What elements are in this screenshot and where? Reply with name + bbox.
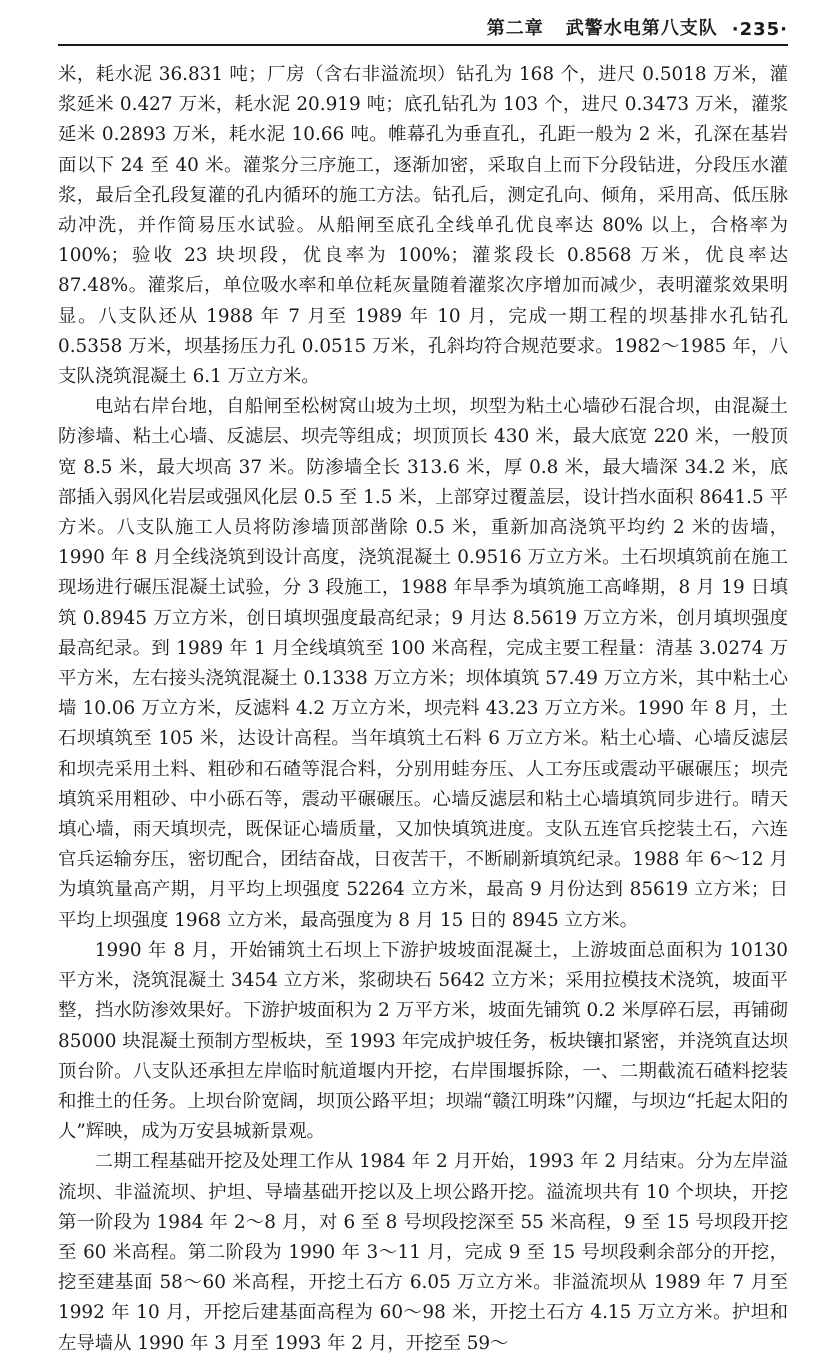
page-number: ·235·: [731, 19, 788, 40]
paragraph-3: 1990 年 8 月，开始铺筑土石坝上下游护坡坡面混凝土，上游坡面总面积为 10130 平方米，浇筑混凝土 3454 立方米，浆砌块石 5642 立方米；采用拉模技术浇筑，坡面平整，挡水防渗效果好。下游护坡面积为 2 万平方米，坡面先铺筑 0.2 米厚碎石层，再铺砌 85000 块混凝土预制方型板块，至 1993 年完成护坡任务，板块镶扣紧密，并浇筑直达坝顶台阶。八支队还承担左岸临时航道堰内开挖，右岸围堰拆除，一、二期截流石碴料挖装和推土的任务。上坝台阶宽阔，坝顶公路平坦；坝端“赣江明珠”闪耀，与坝边“托起太阳的人”辉映，成为万安县城新景观。: [58, 939, 788, 1143]
page-body: [58, 60, 788, 1359]
section-title: 武警水电第八支队: [565, 18, 718, 39]
chapter-label: 第二章: [486, 18, 544, 39]
paragraph-2: 电站右岸台地，自船闸至松树窝山坡为土坝，坝型为粘土心墙砂石混合坝，由混凝土防渗墙、粘土心墙、反滤层、坝壳等组成；坝顶顶长 430 米，最大底宽 220 米，一般顶宽 8.5 米，最大坝高 37 米。防渗墙全长 313.6 米，厚 0.8 米，最大墙深 34.2 米，底部插入弱风化岩层或强风化层 0.5 至 1.5 米，上部穿过覆盖层，设计挡水面积 8641.5 平方米。八支队施工人员将防渗墙顶部凿除 0.5 米，重新加高浇筑平均约 2 米的齿墙，1990 年 8 月全线浇筑到设计高度，浇筑混凝土 0.9516 万立方米。土石坝填筑前在施工现场进行碾压混凝土试验，分 3 段施工，1988 年旱季为填筑施工高峰期，8 月 19 日填筑 0.8945 万立方米，创日填坝强度最高纪录；9 月达 8.5619 万立方米，创月填坝强度最高纪录。到 1989 年 1 月全线填筑至 100 米高程，完成主要工程量：清基 3.0274 万平方米，左右接头浇筑混凝土 0.1338 万立方米；坝体填筑 57.49 万立方米，其中粘土心墙 10.06 万立方米，反滤料 4.2 万立方米，坝壳料 43.23 万立方米。1990 年 8 月，土石坝填筑至 105 米，达设计高程。当年填筑土石料 6 万立方米。粘土心墙、心墙反滤层和坝壳采用土料、粗砂和石碴等混合料，分别用蛙夯压、人工夯压或震动平碾碾压；坝壳填筑采用粗砂、中小砾石等，震动平碾碾压。心墙反滤层和粘土心墙填筑同步进行。晴天填心墙，雨天填坝壳，既保证心墙质量，又加快填筑进度。支队五连官兵挖装土石，六连官兵运输夯压，密切配合，团结奋战，日夜苦干，不断刷新填筑纪录。1988 年 6～12 月为填筑量高产期，月平均上坝强度 52264 立方米，最高 9 月份达到 85619 立方米；日平均上坝强度 1968 立方米，最高强度为 8 月 15 日的 8945 立方米。: [58, 396, 788, 931]
paragraph-4: 二期工程基础开挖及处理工作从 1984 年 2 月开始，1993 年 2 月结束。分为左岸溢流坝、非溢流坝、护坦、导墙基础开挖以及上坝公路开挖。溢流坝共有 10 个坝块，开挖第一阶段为 1984 年 2～8 月，对 6 至 8 号坝段挖深至 55 米高程，9 至 15 号坝段开挖至 60 米高程。第二阶段为 1990 年 3～11 月，完成 9 至 15 号坝段剩余部分的开挖，挖至建基面 58～60 米高程，开挖土石方 6.05 万立方米。非溢流坝从 1989 年 7 月至 1992 年 10 月，开挖后建基面高程为 60～98 米，开挖土石方 4.15 万立方米。护坦和左导墙从 1990 年 3 月至 1993 年 2 月，开挖至 59～: [58, 1151, 788, 1354]
paragraph-1: 米，耗水泥 36.831 吨；厂房（含右非溢流坝）钻孔为 168 个，进尺 0.5018 万米，灌浆延米 0.427 万米，耗水泥 20.919 吨；底孔钻孔为 103 个，进尺 0.3473 万米，灌浆延米 0.2893 万米，耗水泥 10.66 吨。帷幕孔为垂直孔，孔距一般为 2 米，孔深在基岩面以下 24 至 40 米。灌浆分三序施工，逐渐加密，采取自上而下分段钻进，分段压水灌浆，最后全孔段复灌的孔内循环的施工方法。钻孔后，测定孔向、倾角，采用高、低压脉动冲洗，并作简易压水试验。从船闸至底孔全线单孔优良率达 80% 以上，合格率为 100%；验收 23 块坝段，优良率为 100%；灌浆段长 0.8568 万米，优良率达 87.48%。灌浆后，单位吸水率和单位耗灰量随着灌浆次序增加而减少，表明灌浆效果明显。八支队还从 1988 年 7 月至 1989 年 10 月，完成一期工程的坝基排水孔钻孔 0.5358 万米，坝基扬压力孔 0.0515 万米，孔斜均符合规范要求。1982～1985 年，八支队浇筑混凝土 6.1 万立方米。: [58, 64, 788, 388]
running-header: [58, 0, 788, 46]
